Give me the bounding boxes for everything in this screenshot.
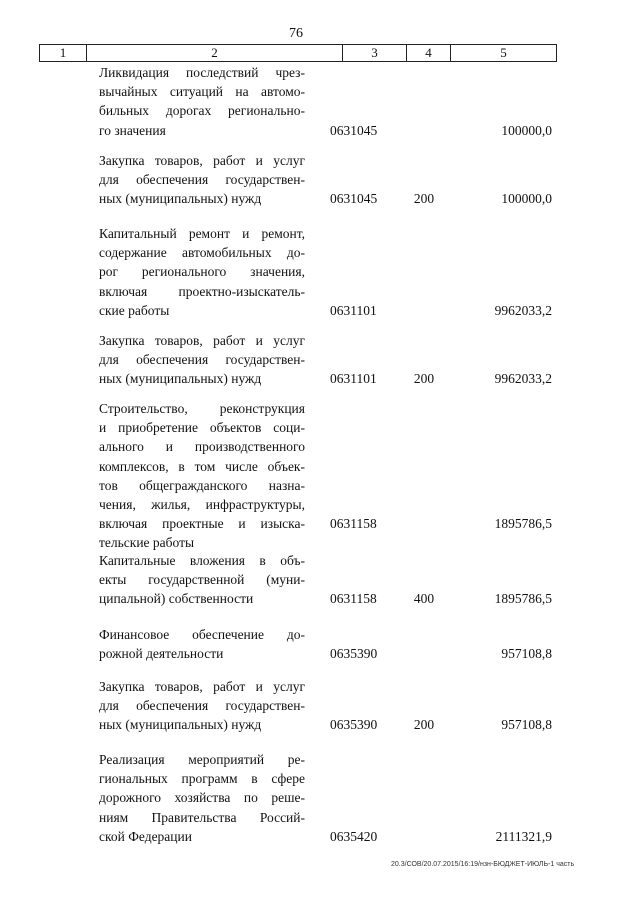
row-code: 0635390 xyxy=(330,646,378,662)
row-description-line: екты государственной (муни- xyxy=(99,572,305,588)
document-footer: 20.3/СОВ/20.07.2015/16:19/нзн-БЮДЖЕТ-ИЮЛЬ-1 часть xyxy=(391,861,575,868)
row-amount: 1895786,5 xyxy=(494,591,552,607)
row-description-line: Реализация мероприятий ре- xyxy=(99,752,305,767)
row-description-line: Капитальный ремонт и ремонт, xyxy=(99,226,305,241)
row-description-line: бильных дорогах регионально- xyxy=(99,103,305,119)
row-description-line: дорожного хозяйства по реше- xyxy=(99,790,305,806)
row-description xyxy=(99,151,305,209)
row-description-line: ские работы xyxy=(99,302,170,318)
row-description-line: ципальной) собственности xyxy=(99,591,254,607)
column-header-3: 3 xyxy=(343,45,407,62)
row-code: 0631045 xyxy=(330,122,378,138)
row-description-line: Закупка товаров, работ и услуг xyxy=(99,333,305,348)
row-description-line: Капитальные вложения в объ- xyxy=(99,553,305,568)
row-description-line: Финансовое обеспечение до- xyxy=(99,627,305,642)
row-description-line: Закупка товаров, работ и услуг xyxy=(99,679,305,694)
column-header-row xyxy=(40,45,557,62)
row-description-line: содержание автомобильных до- xyxy=(99,245,305,261)
row-description xyxy=(99,399,305,553)
column-header-4: 4 xyxy=(407,45,451,62)
row-description-line: тов общегражданского назна- xyxy=(99,477,305,493)
column-header-1: 1 xyxy=(40,45,87,62)
row-code: 0631101 xyxy=(330,371,377,387)
row-description-line: гиональных программ в сфере xyxy=(99,771,305,787)
row-description-line: тельские работы xyxy=(99,535,195,551)
row-code: 0631158 xyxy=(330,516,377,532)
column-header-table xyxy=(39,44,557,62)
column-header-5: 5 xyxy=(451,45,557,62)
row-description xyxy=(99,750,305,846)
row-description-line: рожной деятельности xyxy=(99,646,224,662)
row-code: 0631045 xyxy=(330,191,378,207)
row-code: 0631158 xyxy=(330,591,377,607)
row-description xyxy=(99,224,305,320)
row-description xyxy=(99,331,305,389)
row-description-line: и приобретение объектов соци- xyxy=(99,420,305,436)
row-amount: 2111321,9 xyxy=(495,828,552,844)
row-description-line: Закупка товаров, работ и услуг xyxy=(99,153,305,168)
row-code: 0631101 xyxy=(330,302,377,318)
row-expense-type: 200 xyxy=(413,371,435,387)
row-description xyxy=(99,551,305,609)
row-description xyxy=(99,677,305,735)
row-amount: 957108,8 xyxy=(501,646,552,662)
page-number: 76 xyxy=(289,26,303,41)
row-description-line: комплексов, в том числе объек- xyxy=(99,458,305,474)
row-description-line: го значения xyxy=(99,122,166,138)
row-description-line: для обеспечения государствен- xyxy=(99,698,305,714)
row-amount: 1895786,5 xyxy=(494,516,552,532)
row-description-line: включая проектные и изыска- xyxy=(99,516,305,532)
row-code: 0635390 xyxy=(330,717,378,733)
row-amount: 100000,0 xyxy=(501,191,552,207)
row-description xyxy=(99,63,305,140)
row-description-line: для обеспечения государствен- xyxy=(99,172,305,188)
row-amount: 9962033,2 xyxy=(494,371,552,387)
row-description-line: для обеспечения государствен- xyxy=(99,352,305,368)
row-amount: 100000,0 xyxy=(501,122,552,138)
column-header-2: 2 xyxy=(87,45,343,62)
row-description xyxy=(99,625,305,663)
row-description-line: вычайных ситуаций на автомо- xyxy=(99,84,305,100)
row-description-line: ниям Правительства Россий- xyxy=(99,809,305,825)
row-description-line: ального и производственного xyxy=(99,439,305,455)
row-code: 0635420 xyxy=(330,828,378,844)
row-description-line: чения, жилья, инфраструктуры, xyxy=(99,497,305,513)
row-description-line: ных (муниципальных) нужд xyxy=(99,717,262,733)
row-amount: 957108,8 xyxy=(501,717,552,733)
row-description-line: ных (муниципальных) нужд xyxy=(99,191,262,207)
row-description-line: ской Федерации xyxy=(99,828,192,844)
row-description-line: ных (муниципальных) нужд xyxy=(99,371,262,387)
row-expense-type: 200 xyxy=(413,717,435,733)
row-amount: 9962033,2 xyxy=(494,302,552,318)
row-description-line: рог регионального значения, xyxy=(99,264,305,280)
row-expense-type: 200 xyxy=(413,191,435,207)
row-description-line: Строительство, реконструкция xyxy=(99,401,305,416)
row-description-line: включая проектно-изыскатель- xyxy=(99,283,305,299)
row-expense-type: 400 xyxy=(413,591,435,607)
row-description-line: Ликвидация последствий чрез- xyxy=(99,65,305,80)
